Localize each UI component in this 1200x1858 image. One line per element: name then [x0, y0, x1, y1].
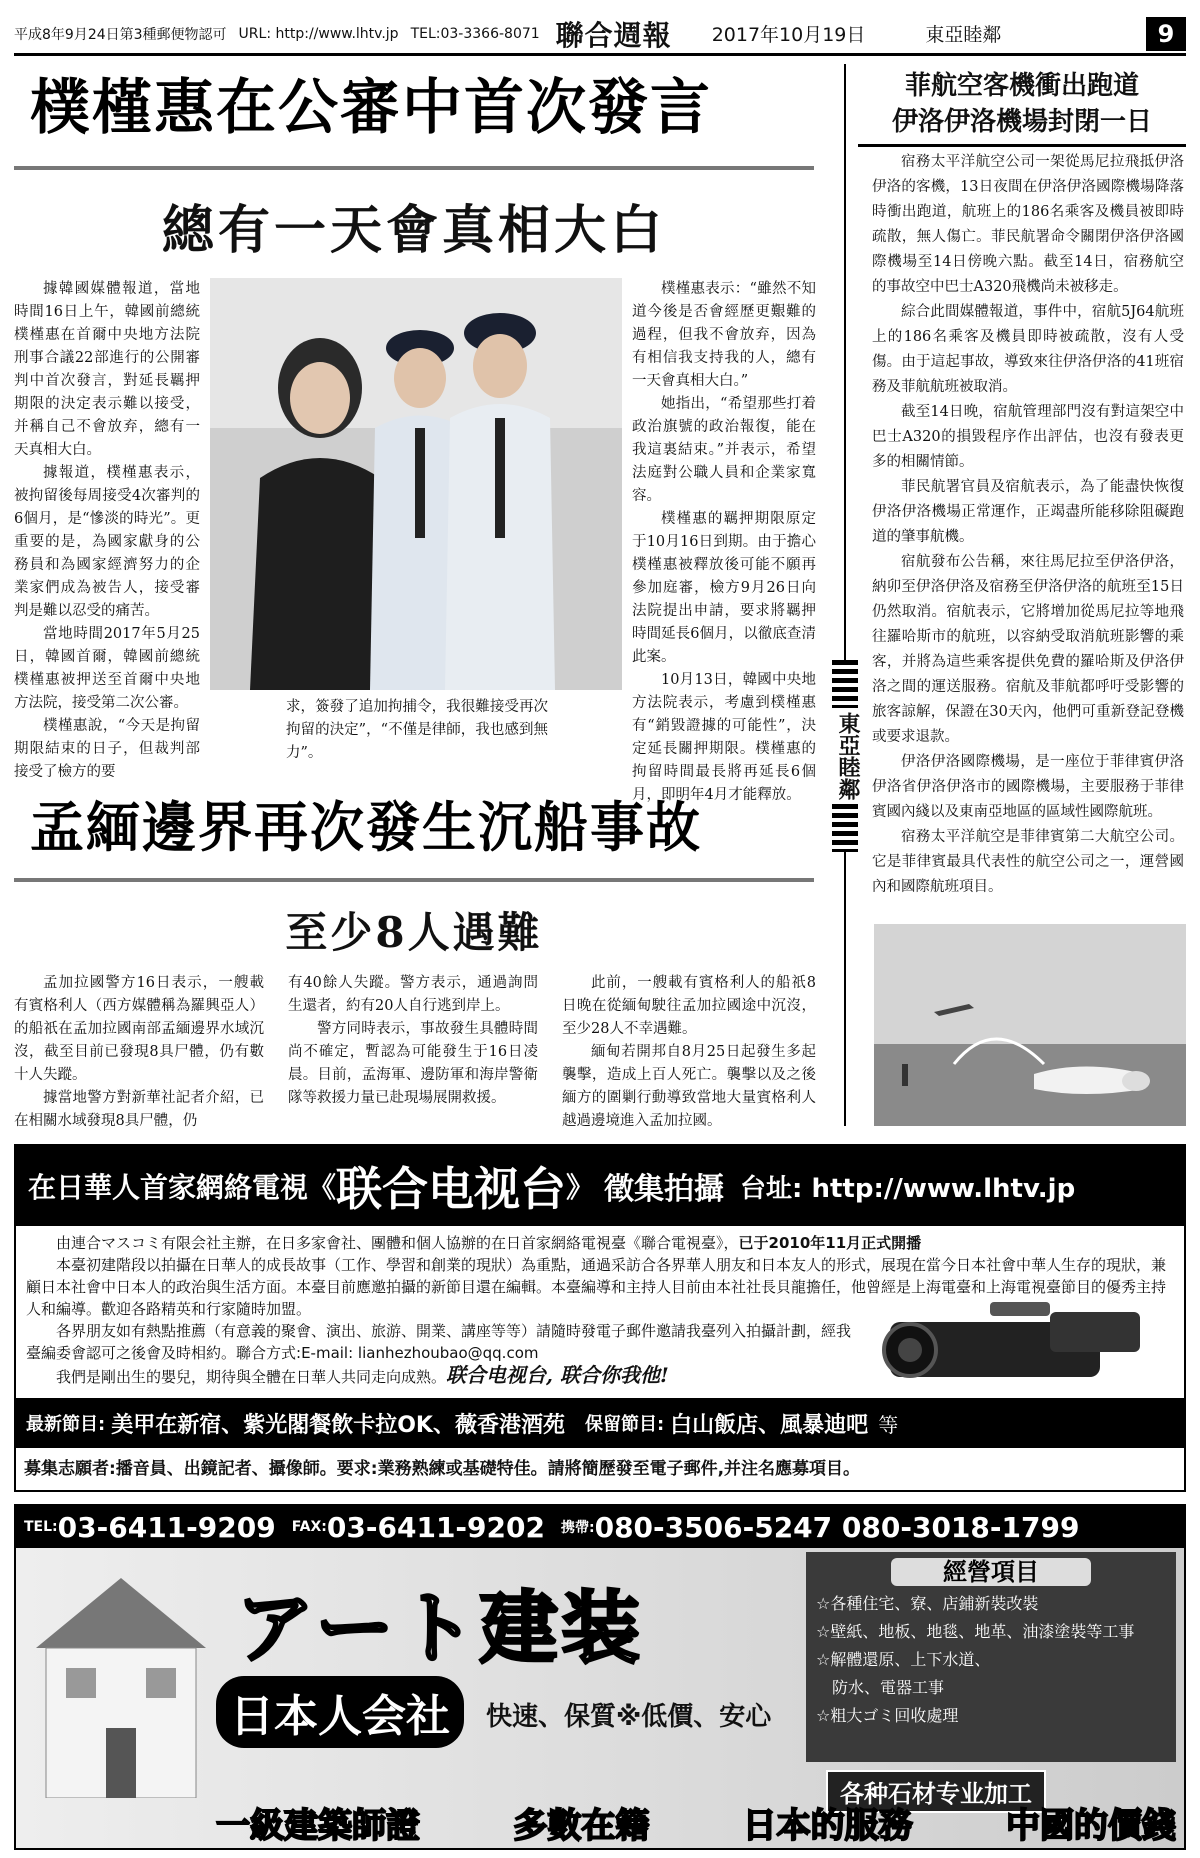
service-item: ☆粗大ゴミ回收處理 [816, 1706, 959, 1725]
mobile-label: 携帶: [560, 1520, 595, 1536]
paragraph: 樸槿惠說，“今天是拘留期限結束的日子，但裁判部接受了檢方的要 [14, 718, 200, 780]
stone-processing: 各种石材专业加工 [826, 1770, 1046, 1813]
paragraph: 孟加拉國警方16日表示，一艘載有賓格利人（西方媒體稱為羅興亞人）的船祇在孟加拉國南部孟緬邊界水域沉沒，截至目前已發現8具尸體，仍有數十人失蹤。 [14, 975, 264, 1083]
tv-ad-text: 由連合マスコミ有限会社主辦，在日多家會社、團體和個人協辦的在日首家網絡電視臺《聯合電視臺》， [56, 1234, 739, 1252]
tv-ad-banner [16, 1146, 1184, 1226]
issue-date: 2017年10月19日 [711, 24, 866, 46]
paragraph: 截至14日晚，宿航管理部門沒有對這架空中巴士A320的損毀程序作出評估，也沒有發表更多的相關情節。 [872, 404, 1184, 470]
article1-headline: 樸槿惠在公審中首次發言 [30, 73, 712, 143]
company-virtues: 快速、保質※低價、安心 [486, 1702, 772, 1732]
services-title: 經營項目 [891, 1558, 1091, 1586]
article2-subhead: 至少8人遇難 [285, 908, 543, 957]
slogan-item: 日本的服務 [742, 1806, 913, 1846]
plane-photo-illustration [874, 924, 1186, 1126]
article1-rule [14, 166, 814, 170]
building-ad [14, 1504, 1186, 1850]
paragraph: 據當地警方對新華社記者介紹，已在相關水域發現8具尸體，仍 [14, 1090, 264, 1129]
tv-ad-site[interactable]: 台址: http://www.lhtv.jp [740, 1173, 1076, 1204]
paragraph: 警方同時表示，事故發生具體時間尚不確定，暫認為可能發生于16日凌晨。目前，孟海軍、邊防軍和海岸警衛隊等救援力量已赴現場展開救援。 [288, 1021, 538, 1106]
header-url[interactable]: URL: http://www.lhtv.jp [238, 25, 399, 42]
tv-ad-body [16, 1226, 1184, 1398]
slogan-item: 中國的價錢 [1005, 1806, 1176, 1846]
page-header [14, 14, 1186, 56]
article2-headline: 孟緬邊界再次發生沉船事故 [30, 796, 702, 859]
park-photo-illustration [210, 278, 622, 690]
tv-ad-text: 本臺初建階段以拍攝在日華人的成長故事（工作、學習和創業的現狀）為重點，通過采訪合各界華人朋友和日本友人的形式，展現在當今日本社會中華人生存的現狀，兼顧日本社會中日本人的政治與生活方面。本臺目前應邀拍攝的新節目還在編輯。本臺編導和主持人目前由本社社長貝龍擔任，他曾經是上海電臺和上海電視臺節目的優秀主持人和編導。歡迎各路精英和行家隨時加盟。 [26, 1256, 1167, 1318]
paper-name: 聯合週報 [555, 18, 672, 52]
building-ad-body [16, 1548, 1184, 1848]
page-number: 9 [1146, 17, 1186, 51]
postal-license: 平成8年9月24日第3種郵便物認可 [14, 26, 227, 43]
service-item: 防水、電器工事 [816, 1678, 945, 1697]
tv-ad-text-span: 我們是剛出生的嬰兒，期待與全體在日華人共同走向成熟。 [56, 1368, 447, 1386]
tv-ad-text [26, 1320, 856, 1364]
side-label-text: 東亞睦鄰 [835, 712, 860, 800]
fax-number: 03-6411-9202 [326, 1510, 545, 1544]
paragraph: 樸槿惠的羈押期限原定于10月16日到期。由于擔心樸槿惠被釋放後可能不願再參加庭審，檢方9月26日向法院提出申請，要求將羈押時間延長6個月，以徹底查清此案。 [632, 511, 816, 665]
etc-label: 等 [878, 1412, 899, 1437]
latest-label: 最新節目: [26, 1414, 106, 1435]
tv-ad-collect: 徵集拍攝 [604, 1172, 725, 1207]
article2-col2 [288, 972, 538, 1110]
paragraph: 當地時間2017年5月25日，韓國首爾，韓國前總統樸槿惠被押送至首爾中央地方法院，接受第二次公審。 [14, 626, 200, 711]
paragraph: 有40餘人失蹤。警方表示，通過詢問生還者，約有20人自行逃到岸上。 [288, 975, 538, 1014]
tv-ad-contact[interactable]: 聯合方式:E-mail: lianhezhoubao@qq.com [236, 1344, 539, 1362]
column-divider [844, 64, 846, 1126]
service-item: ☆各種住宅、寮、店鋪新裝改裝 [816, 1594, 1039, 1613]
side-label-stripes-top [832, 660, 858, 708]
bottom-slogans [216, 1798, 1176, 1847]
paragraph: 10月13日，韓國中央地方法院表示，考慮到樸槿惠有“銷毀證據的可能性”，決定延長關押期限。樸槿惠的拘留時間最長將再延長6個月，即明年4月才能釋放。 [632, 672, 816, 803]
article1-subhead: 總有一天會真相大白 [161, 200, 666, 261]
tv-ad-intro [26, 1232, 1174, 1254]
paragraph: 菲民航署官員及宿航表示，為了能盡快恢復伊洛伊洛機場正常運作，正竭盡所能移除阻礙跑道的肇事航機。 [872, 479, 1184, 545]
paragraph: 樸槿惠表示：“雖然不知道今後是否會經歷更艱難的過程，但我不會放弃，因為有相信我支持我的人，總有一天會真相大白。” [632, 281, 816, 389]
article1-col2 [286, 696, 548, 765]
tv-ad-lead: 在日華人首家網絡電視《 [28, 1171, 337, 1204]
video-camera-icon [870, 1292, 1170, 1392]
company-badge: 日本人会社 [216, 1676, 464, 1748]
tv-ad-brand: 联合电视台 [336, 1162, 567, 1216]
plane-crash-photo [874, 924, 1186, 1126]
latest-programs: 美甲在新宿、紫光閣餐飲卡拉OK、薇香港酒苑 [111, 1412, 565, 1438]
article1-col3 [632, 278, 816, 807]
paragraph: 此前，一艘載有賓格利人的船祇8日晚在從緬甸駛往孟加拉國途中沉沒，至少28人不幸遇難。 [562, 975, 816, 1037]
tv-ad-programs [16, 1398, 1184, 1448]
tv-ad-recruit: 募集志願者:播音員、出鏡記者、攝像師。要求:業務熟練或基礎特佳。請將簡歷發至電子郵件,并注名應募項目。 [24, 1458, 861, 1479]
paragraph: 宿務太平洋航空公司一架從馬尼拉飛抵伊洛伊洛的客機，13日夜間在伊洛伊洛國際機場降落時衝出跑道，航班上的186名乘客及機員被即時疏散，無人傷亡。菲民航署命令關閉伊洛伊洛國際機場至14日傍晚六點。截至14日，宿務航空的事故空中巴士A320飛機尚未被移走。 [872, 154, 1184, 295]
article2-col3 [562, 972, 816, 1133]
paragraph: 求，簽發了追加拘捕令，我很難接受再次拘留的決定”，“不僅是律師，我也感到無力”。 [286, 699, 548, 761]
house-icon [26, 1568, 216, 1798]
tv-ad-open-date: 已于2010年11月正式開播 [738, 1234, 922, 1252]
side-label-stripes-bottom [832, 804, 858, 852]
header-tel: TEL:03-3366-8071 [410, 25, 540, 42]
paragraph: 綜合此間媒體報道，事件中，宿航5J64航班上的186名乘客及機員即時被疏散，沒有人受傷。由于這起事故，導致來往伊洛伊洛的41班宿務及菲航航班被取消。 [872, 304, 1184, 395]
tv-ad-text [26, 1364, 856, 1388]
paragraph: 宿航發布公告稱，來往馬尼拉至伊洛伊洛，納卯至伊洛伊洛及宿務至伊洛伊洛的航班至15日仍然取消。宿航表示，它將增加從馬尼拉等地飛往羅哈斯市的航班，以容納受取消航班影響的乘客，并將為這些乘客提供免費的羅哈斯及伊洛伊洛之間的運送服務。宿航及菲航都呼吁受影響的旅客諒解，保證在30天內，他們可重新登記登機或要求退款。 [872, 554, 1184, 745]
article2-rule [14, 878, 814, 882]
tv-ad [14, 1144, 1186, 1492]
paragraph: 她指出，“希望那些打着政治旗號的政治報復，能在我這裏結束。”并表示，希望法庭對公職人員和企業家寬容。 [632, 396, 816, 504]
service-item: ☆壁紙、地板、地毯、地革、油漆塗裝等工事 [816, 1622, 1135, 1641]
tv-ad-slogan: 联合电视台, 联合你我他! [446, 1363, 669, 1387]
tel-label: TEL: [24, 1519, 58, 1535]
paragraph: 宿務太平洋航空是菲律賓第二大航空公司。它是菲律賓最具代表性的航空公司之一，運營國內和國際航班項目。 [872, 829, 1184, 895]
building-brand: アート建装 [236, 1584, 644, 1674]
tv-ad-text-span: 各界朋友如有熱點推薦（有意義的聚會、演出、旅游、開業、講座等等）請隨時發電子郵件邀請我臺列入拍攝計劃，經我臺編委會認可之後會及時相約。 [26, 1322, 852, 1362]
services-panel [806, 1552, 1176, 1762]
article3-headline [858, 68, 1186, 140]
paragraph: 伊洛伊洛國際機場，是一座位于菲律賓伊洛伊洛省伊洛伊洛市的國際機場，主要服務于菲律賓國內綫以及東南亞地區的區域性國際航班。 [872, 754, 1184, 820]
slogan-item: 一級建築師證 [216, 1806, 420, 1846]
reserve-programs: 白山飯店、風暴迪吧 [670, 1412, 869, 1438]
article2-col1 [14, 972, 264, 1133]
contact-bar [16, 1506, 1184, 1548]
paragraph: 據韓國媒體報道，當地時間16日上午，韓國前總統樸槿惠在首爾中央地方法院刑事合議22部進行的公開審判中首次發言，對延長羈押期限的決定表示難以接受，并稱自己不會放弃，總有一天真相大白。 [14, 281, 200, 458]
slogan-item: 多數在籍 [513, 1806, 650, 1846]
fax-label: FAX: [291, 1519, 327, 1535]
article3-headline-line2: 伊洛伊洛機場封閉一日 [891, 107, 1152, 137]
article1-col1 [14, 278, 200, 784]
tv-ad-close: 》 [566, 1171, 595, 1204]
reserve-label: 保留節目: [584, 1414, 665, 1435]
paragraph: 緬甸若開邦自8月25日起發生多起襲擊，造成上百人死亡。襲擊以及之後緬方的圍剿行動導致當地大量賓格利人越過邊境進入孟加拉國。 [562, 1044, 816, 1129]
section-name: 東亞睦鄰 [925, 24, 1002, 46]
article3-body [872, 150, 1184, 900]
service-item: ☆解體還原、上下水道、 [816, 1650, 991, 1669]
tel-number[interactable]: 03-6411-9209 [57, 1510, 276, 1544]
park-geun-hye-photo [210, 278, 622, 690]
paragraph: 據報道，樸槿惠表示，被拘留後每周接受4次審判的6個月，是“慘淡的時光”。更重要的是，為國家獻身的公務員和為國家經濟努力的企業家們成為被告人，接受審判是難以忍受的痛苦。 [14, 465, 200, 619]
side-section-label [832, 660, 858, 852]
article3-rule [858, 144, 1186, 147]
article3-headline-line1: 菲航空客機衝出跑道 [904, 71, 1139, 101]
mobile-numbers[interactable]: 080-3506-5247 080-3018-1799 [594, 1510, 1080, 1544]
